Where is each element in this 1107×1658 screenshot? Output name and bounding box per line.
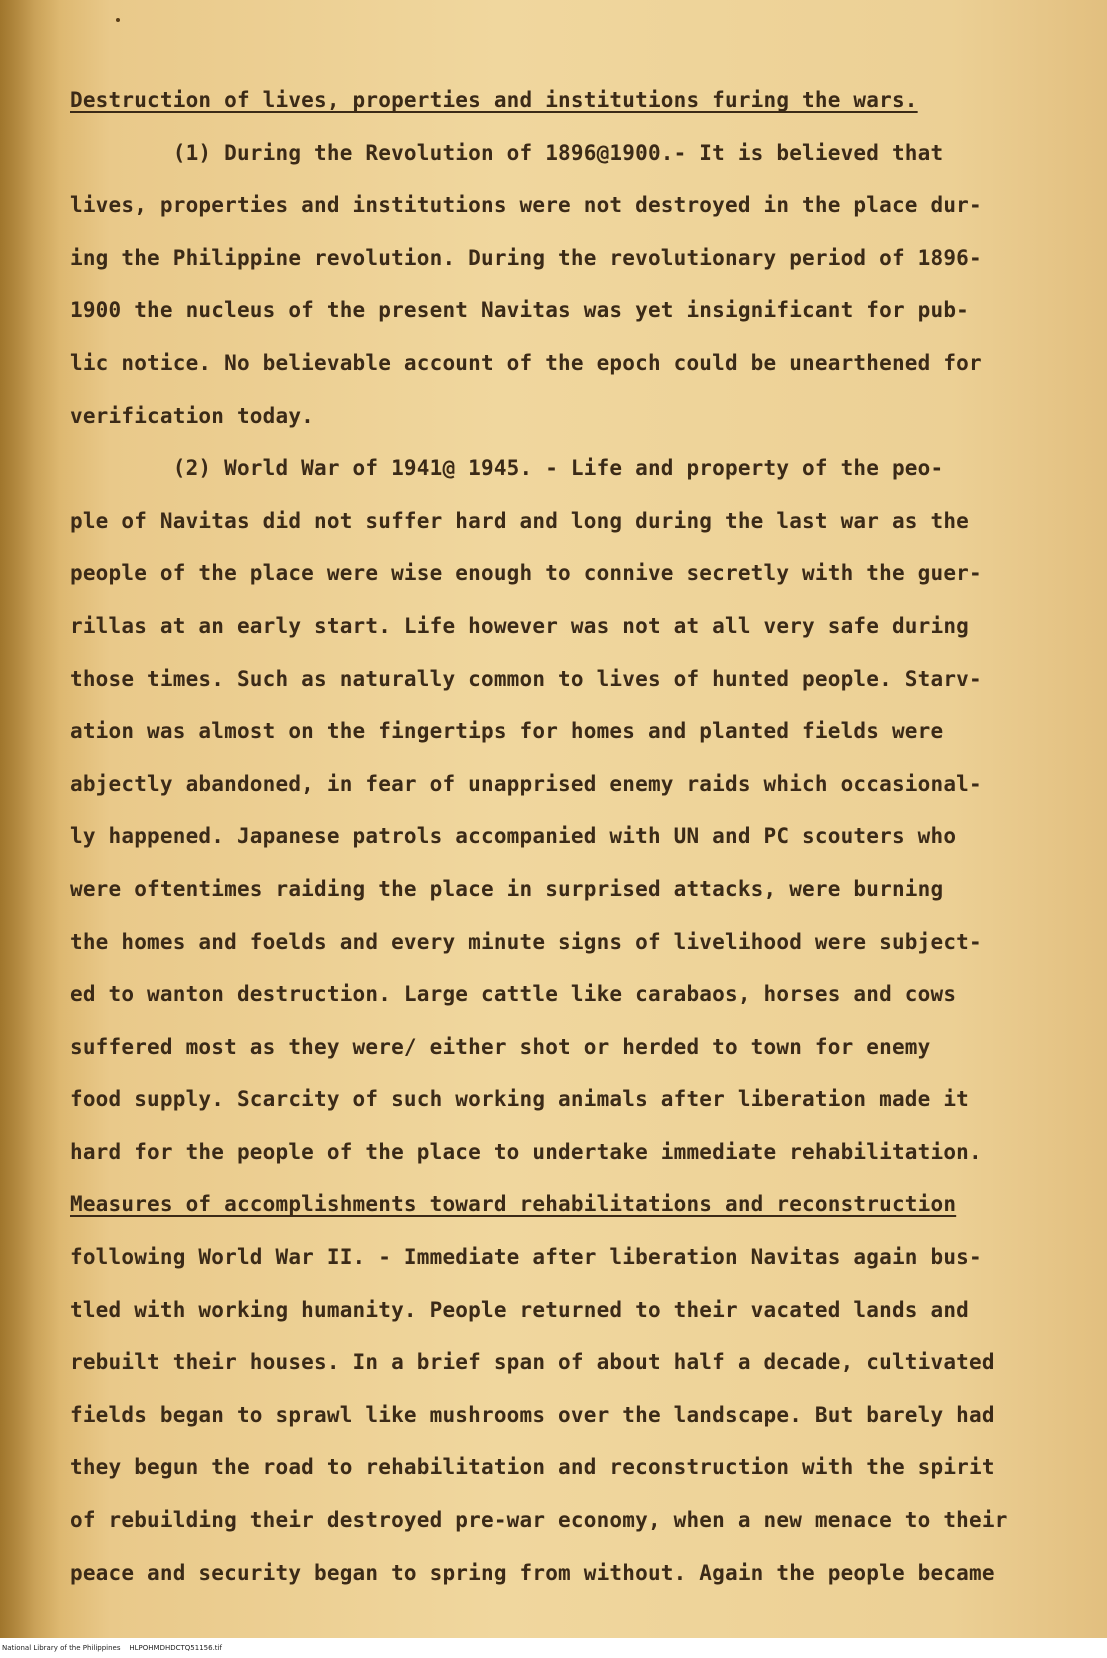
text-line: ly happened. Japanese patrols accompanied with UN and PC scouters who [70, 824, 957, 849]
text-line: lives, properties and institutions were not destroyed in the place dur- [70, 193, 982, 218]
text-line: rebuilt their houses. In a brief span of about half a decade, cultivated [70, 1350, 995, 1375]
text-line: following World War II. - Immediate after liberation Navitas again bus- [70, 1245, 982, 1270]
text-line: tled with working humanity. People returned to their vacated lands and [70, 1297, 970, 1322]
text-line: ation was almost on the fingertips for homes and planted fields were [70, 719, 944, 744]
section-heading: Measures of accomplishments toward rehabilitations and reconstruction [70, 1192, 957, 1217]
text-line: those times. Such as naturally common to lives of hunted people. Starv- [70, 666, 982, 691]
text-line: were oftentimes raiding the place in surprised attacks, were burning [70, 876, 944, 901]
text-line: ing the Philippine revolution. During the revolutionary period of 1896- [70, 245, 982, 270]
text-line: ed to wanton destruction. Large cattle like carabaos, horses and cows [70, 982, 957, 1007]
text-line: ple of Navitas did not suffer hard and long during the last war as the [70, 508, 970, 533]
text-line: suffered most as they were/ either shot or herded to town for enemy [70, 1034, 931, 1059]
text-line: people of the place were wise enough to connive secretly with the guer- [70, 561, 982, 586]
text-line: lic notice. No believable account of the epoch could be unearthened for [70, 350, 982, 375]
document-body [70, 74, 1030, 1599]
text-line: (2) World War of 1941@ 1945. - Life and property of the peo- [70, 456, 944, 481]
ink-dot [116, 18, 120, 22]
text-line: (1) During the Revolution of 1896@1900.- It is believed that [70, 140, 944, 165]
text-line: the homes and foelds and every minute signs of livelihood were subject- [70, 929, 982, 954]
text-line: rillas at an early start. Life however was not at all very safe during [70, 613, 970, 638]
text-line: verification today. [70, 403, 315, 428]
text-line: 1900 the nucleus of the present Navitas was yet insignificant for pub- [70, 298, 970, 323]
text-line: of rebuilding their destroyed pre-war economy, when a new menace to their [70, 1508, 1008, 1533]
text-line: hard for the people of the place to undertake immediate rehabilitation. [70, 1139, 982, 1164]
text-line: they begun the road to rehabilitation and reconstruction with the spirit [70, 1455, 995, 1480]
text-line: fields began to sprawl like mushrooms over the landscape. But barely had [70, 1402, 995, 1427]
scan-footer: National Library of the Philippines HLPOHMDHDCTQ51156.tif [0, 1638, 1107, 1658]
text-line: peace and security began to spring from without. Again the people became [70, 1560, 995, 1585]
section-heading: Destruction of lives, properties and institutions furing the wars. [70, 88, 918, 112]
text-line: food supply. Scarcity of such working animals after liberation made it [70, 1087, 970, 1112]
text-line: abjectly abandoned, in fear of unapprised enemy raids which occasional- [70, 771, 982, 796]
